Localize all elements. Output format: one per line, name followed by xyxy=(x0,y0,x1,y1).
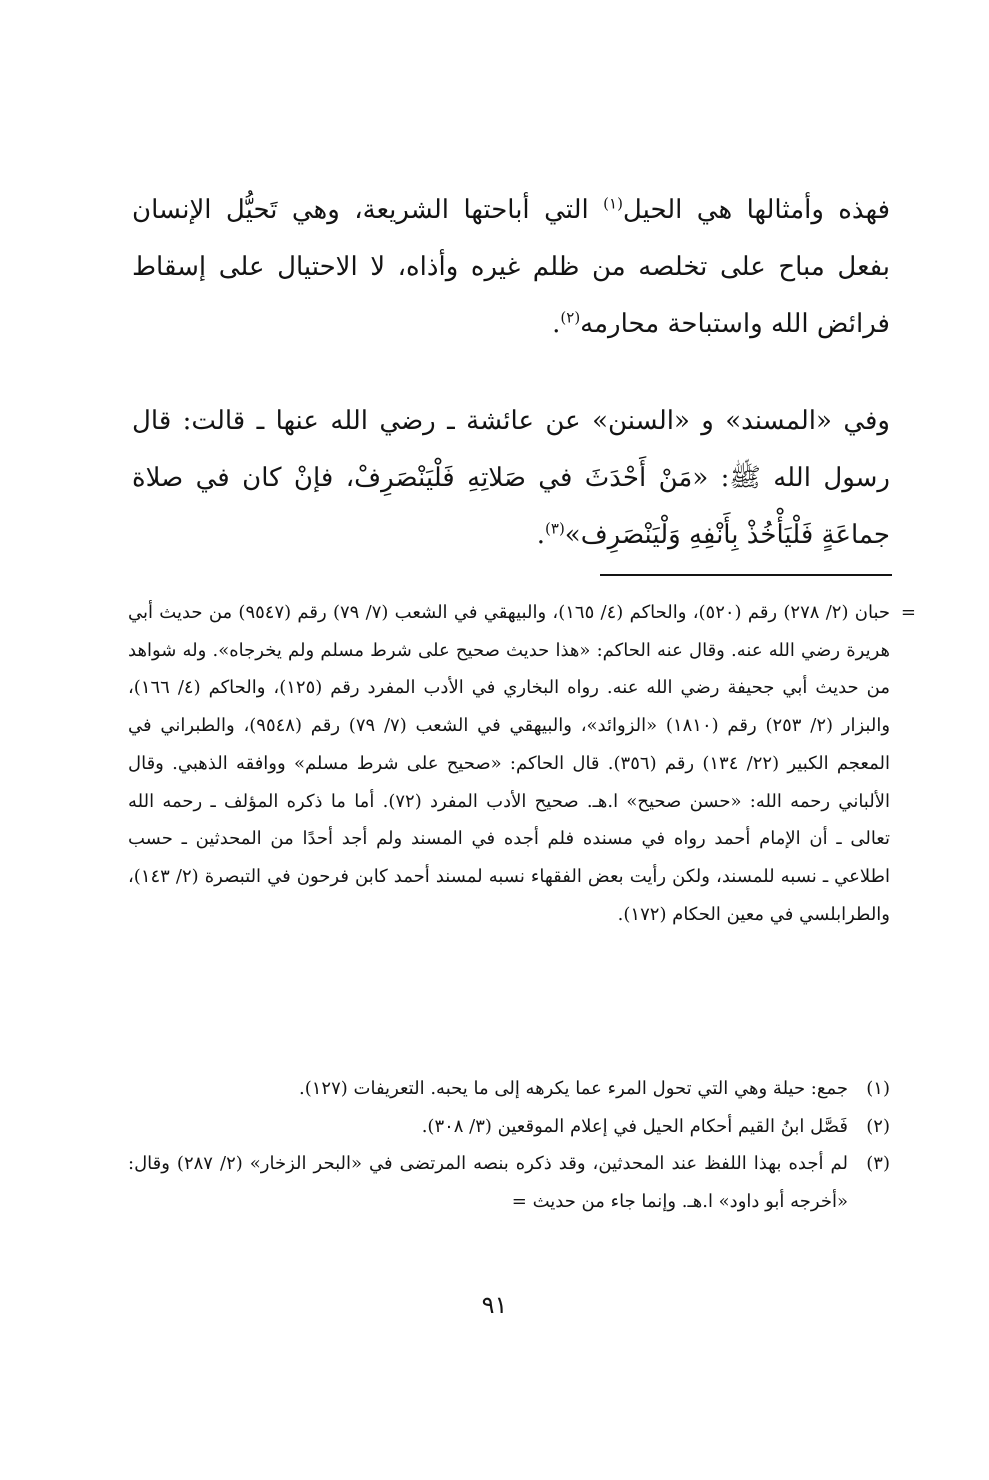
footnote-ref: (١) xyxy=(603,194,623,213)
footnote-number: (٢) xyxy=(866,1115,890,1137)
footnote-continuation xyxy=(128,594,916,933)
footnote-item xyxy=(128,1070,890,1108)
footnote-separator xyxy=(600,574,892,576)
paragraph-end: . xyxy=(536,520,546,550)
footnote-item xyxy=(128,1145,890,1220)
footnote-ref: (٣) xyxy=(545,519,565,538)
footnote-text: جمع: حيلة وهي التي تحول المرء عما يكرهه إلى ما يحبه. التعريفات (١٢٧). xyxy=(299,1078,848,1099)
continuation-mark: = xyxy=(900,602,916,623)
paragraph-end: . xyxy=(552,309,561,339)
footnote-text: حبان (٢/ ٢٧٨) رقم (٥٢٠)، والحاكم (٤/ ١٦٥)، والبيهقي في الشعب (٧/ ٧٩) رقم (٩٥٤٧) من حديث أبي هريرة رضي الله عنه. وقال عنه الحاكم: «هذا حديث صحيح على شرط مسلم ولم يخرجاه». وله شواهد من حديث أبي جحيفة رضي الله عنه. رواه البخاري في الأدب المفرد رقم (١٢٥)، والحاكم (٤/ ١٦٦)، والبزار (٢/ ٢٥٣) رقم (١٨١٠) «الزوائد»، والبيهقي في الشعب (٧/ ٧٩) رقم (٩٥٤٨)، والطبراني في المعجم الكبير (٢٢/ ١٣٤) رقم (٣٥٦). قال الحاكم: «صحيح على شرط مسلم» ووافقه الذهبي. وقال الألباني رحمه الله: «حسن صحيح» ا.هـ. صحيح الأدب المفرد (٧٢). أما ما ذكره المؤلف ـ رحمه الله تعالى ـ أن الإمام أحمد رواه في مسنده فلم أجده في المسند ولم أجد أحدًا من المحدثين ـ حسب اطلاعي ـ نسبه للمسند، ولكن رأيت بعض الفقهاء نسبه لمسند أحمد كابن فرحون في التبصرة (٢/ ١٤٣)، والطرابلسي في معين الحكام (١٧٢). xyxy=(128,602,891,925)
footnotes-list xyxy=(128,1070,890,1221)
paragraph-text: وفي «المسند» و «السنن» عن عائشة ـ رضي الله عنها ـ قالت: قال رسول الله ﷺ: «مَنْ أَحْدَثَ في صَلاتِهِ فَلْيَنْصَرِفْ، فإنْ كان في صلاة جماعَةٍ فَلْيَأْخُذْ بِأَنْفِهِ وَلْيَنْصَرِف» xyxy=(132,406,890,550)
paragraph-hiyal xyxy=(132,182,890,353)
paragraph-hadith xyxy=(132,393,890,564)
footnote-item xyxy=(128,1108,890,1146)
paragraph-text: التي أباحتها الشريعة، وهي تَحيُّل الإنسان بفعل مباح على تخلصه من ظلم غيره وأذاه، لا الاحتيال على إسقاط فرائض الله واستباحة محارمه xyxy=(132,195,890,339)
page-number: ٩١ xyxy=(481,1291,508,1319)
footnote-number: (٣) xyxy=(866,1153,890,1175)
footnote-text: فَصَّل ابنُ القيم أحكام الحيل في إعلام الموقعين (٣/ ٣٠٨). xyxy=(421,1115,848,1137)
footnote-ref: (٢) xyxy=(560,308,581,327)
footnote-text: لم أجده بهذا اللفظ عند المحدثين، وقد ذكره بنصه المرتضى في «البحر الزخار» (٢/ ٢٨٧) وقال: «أخرجه أبو داود» ا.هـ. وإنما جاء من حديث = xyxy=(128,1153,848,1213)
paragraph-text: فهذه وأمثالها هي الحيل xyxy=(622,195,890,225)
footnote-number: (١) xyxy=(866,1078,890,1099)
